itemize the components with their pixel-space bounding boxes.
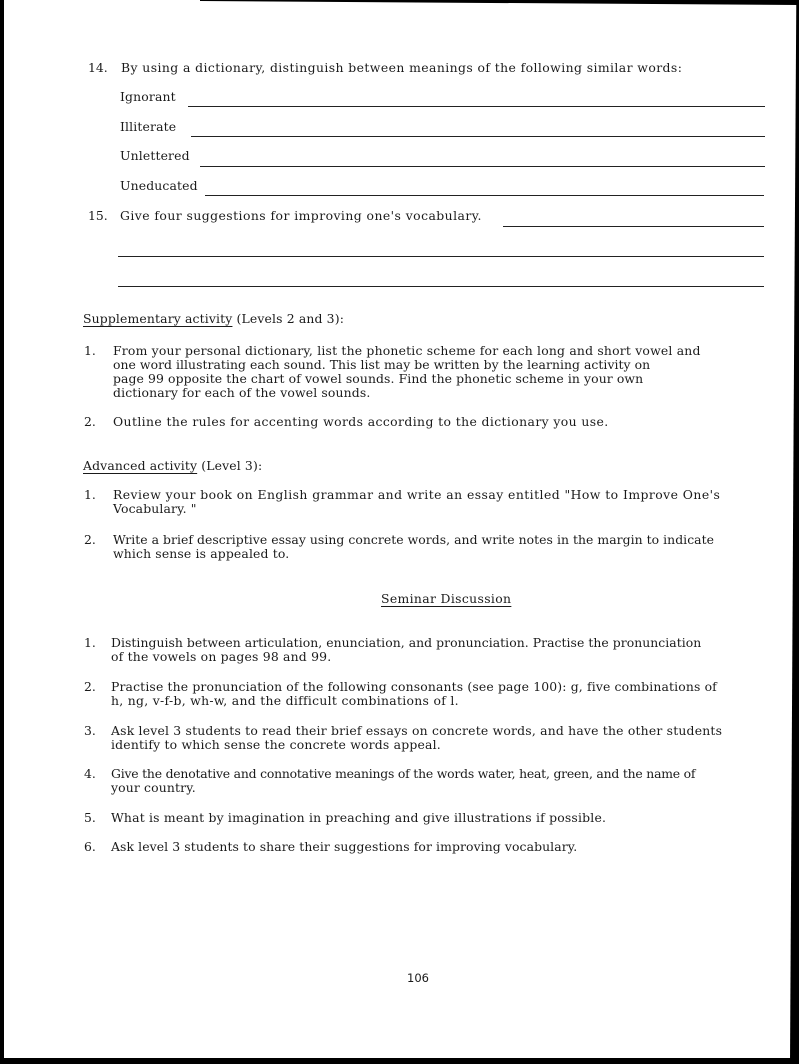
seminar-item-2-line-1: Practise the pronunciation of the following consonants (see page 100): g, five combinations of <box>111 679 717 694</box>
supplementary-item-1-line-2: one word illustrating each sound. This list may be written by the learning activity on <box>113 357 651 372</box>
scan-border-bottom <box>0 1058 799 1064</box>
question-14-prompt: By using a dictionary, distinguish between meanings of the following similar words: <box>121 60 683 75</box>
seminar-item-1-line-1: Distinguish between articulation, enunciation, and pronunciation. Practise the pronunciation <box>111 635 702 650</box>
answer-line-15-a[interactable] <box>503 226 764 227</box>
advanced-item-2-number: 2. <box>84 532 96 547</box>
scan-border-right <box>790 0 799 1064</box>
word-label-uneducated: Uneducated <box>120 178 198 193</box>
seminar-item-4-number: 4. <box>84 766 96 781</box>
answer-line-uneducated[interactable] <box>205 195 764 196</box>
advanced-item-1-number: 1. <box>84 487 96 502</box>
supplementary-heading <box>83 311 344 326</box>
advanced-heading-level: (Level 3): <box>197 458 263 473</box>
supplementary-item-1-line-4: dictionary for each of the vowel sounds. <box>113 385 371 400</box>
answer-line-unlettered[interactable] <box>200 166 765 167</box>
seminar-item-1-number: 1. <box>84 635 96 650</box>
seminar-item-3-line-2: identify to which sense the concrete words appeal. <box>111 737 441 752</box>
supplementary-item-1-line-1: From your personal dictionary, list the phonetic scheme for each long and short vowel and <box>113 343 701 358</box>
supplementary-item-2-number: 2. <box>84 414 96 429</box>
seminar-item-4-line-1: Give the denotative and connotative meanings of the words water, heat, green, and the name of <box>111 766 696 781</box>
supplementary-item-1-number: 1. <box>84 343 96 358</box>
advanced-heading <box>83 458 262 473</box>
seminar-item-5-number: 5. <box>84 810 96 825</box>
question-14-number: 14. <box>88 60 108 75</box>
seminar-item-6-line-1: Ask level 3 students to share their suggestions for improving vocabulary. <box>111 839 578 854</box>
answer-line-ignorant[interactable] <box>188 106 765 107</box>
seminar-item-4-line-2: your country. <box>111 780 196 795</box>
question-15-prompt: Give four suggestions for improving one's vocabulary. <box>120 208 482 223</box>
seminar-item-5-line-1: What is meant by imagination in preaching and give illustrations if possible. <box>111 810 607 825</box>
question-15-number: 15. <box>88 208 108 223</box>
answer-line-illiterate[interactable] <box>191 136 765 137</box>
seminar-item-3-line-1: Ask level 3 students to read their brief essays on concrete words, and have the other students <box>111 723 723 738</box>
supplementary-heading-levels: (Levels 2 and 3): <box>232 311 345 326</box>
seminar-item-6-number: 6. <box>84 839 96 854</box>
seminar-item-2-number: 2. <box>84 679 96 694</box>
supplementary-item-2-line-1: Outline the rules for accenting words according to the dictionary you use. <box>113 414 609 429</box>
advanced-item-2-line-1: Write a brief descriptive essay using concrete words, and write notes in the margin to indicate <box>113 532 715 547</box>
seminar-item-1-line-2: of the vowels on pages 98 and 99. <box>111 649 332 664</box>
advanced-heading-title: Advanced activity <box>83 458 198 473</box>
supplementary-heading-title: Supplementary activity <box>83 311 233 326</box>
seminar-item-3-number: 3. <box>84 723 96 738</box>
answer-line-15-b[interactable] <box>118 256 764 257</box>
word-label-illiterate: Illiterate <box>120 119 177 134</box>
supplementary-item-1-line-3: page 99 opposite the chart of vowel sounds. Find the phonetic scheme in your own <box>113 371 644 386</box>
word-label-unlettered: Unlettered <box>120 148 190 163</box>
seminar-item-2-line-2: h, ng, v-f-b, wh-w, and the difficult combinations of l. <box>111 693 459 708</box>
advanced-item-1-line-1: Review your book on English grammar and write an essay entitled "How to Improve One's <box>113 487 721 502</box>
answer-line-15-c[interactable] <box>118 286 764 287</box>
seminar-heading: Seminar Discussion <box>381 591 512 606</box>
scan-border-top <box>200 0 799 5</box>
word-label-ignorant: Ignorant <box>120 89 176 104</box>
scan-border-left <box>0 0 4 1064</box>
page-number: 106 <box>407 971 429 985</box>
advanced-item-2-line-2: which sense is appealed to. <box>113 546 290 561</box>
advanced-item-1-line-2: Vocabulary. " <box>113 501 197 516</box>
